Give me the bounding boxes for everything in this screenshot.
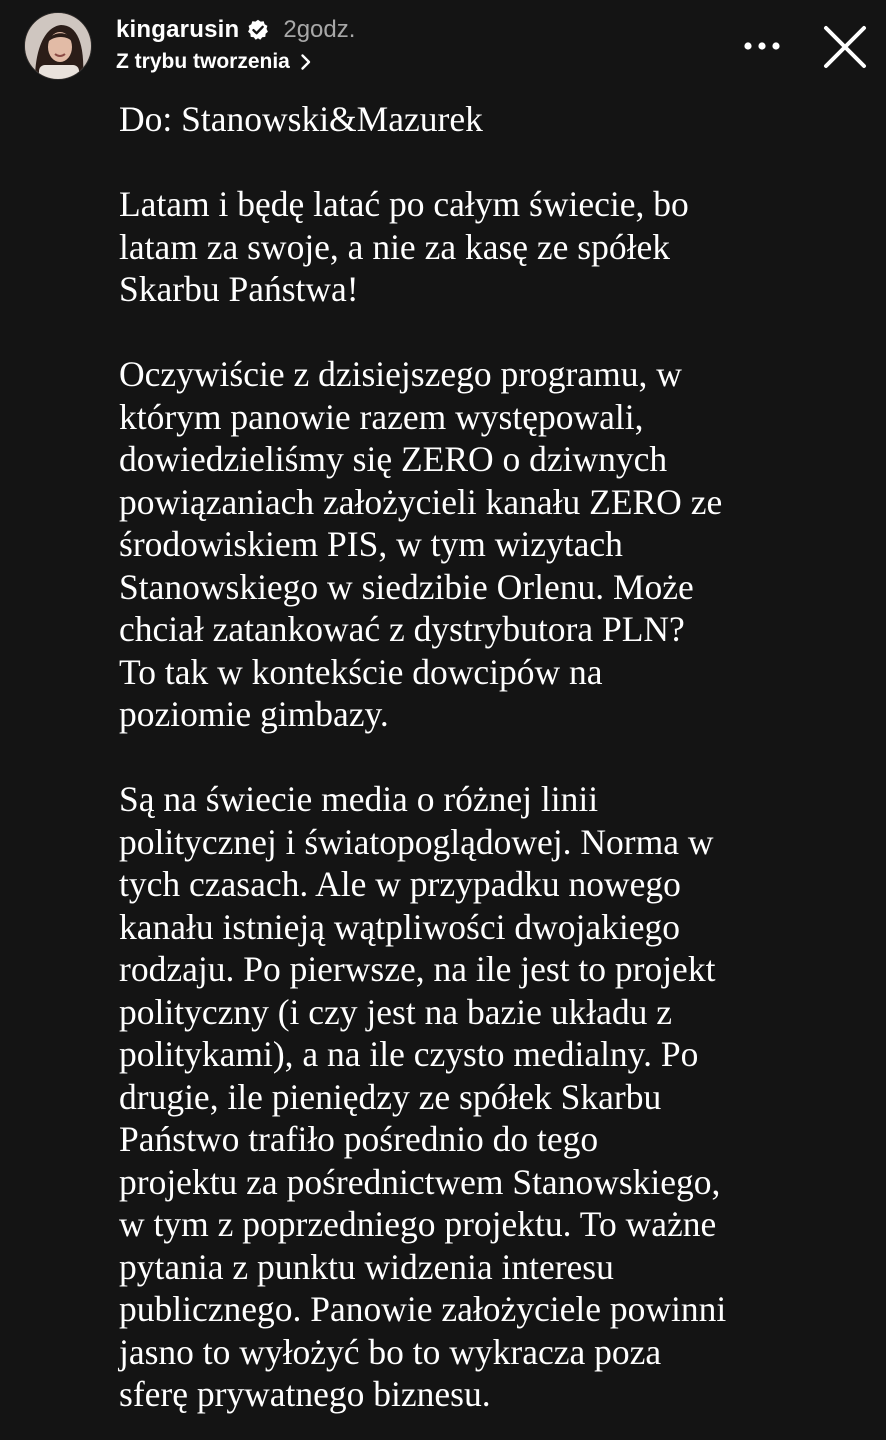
close-button[interactable] (818, 20, 872, 74)
paragraph-spacer (119, 141, 859, 184)
username-row (116, 12, 355, 48)
creation-mode-link[interactable] (116, 46, 312, 78)
story-paragraph-3: Są na świecie media o różnej linii politycznej i światopoglądowej. Norma w tych czasach. Ale w przypadku nowego kanału istnieją wątpliwości dwojakiego rodzaju. Po pierwsze, na ile jest to projekt polityczny (i czy jest na bazie układu z politykami), a na ile czysto medialny. Po drugie, ile pieniędzy ze spółek Skarbu Państwo trafiło pośrednio do tego projektu za pośrednictwem Stanowskiego, w tym z poprzedniego projektu. To ważne pytania z punktu widzenia interesu publicznego. Panowie założyciele powinni jasno to wyłożyć bo to wykracza poza sferę prywatnego biznesu. (119, 779, 727, 1414)
username[interactable]: kingarusin (116, 16, 240, 43)
verified-badge-icon (247, 19, 269, 41)
avatar[interactable] (24, 12, 92, 80)
more-options-icon (738, 28, 786, 64)
story-paragraph-1: Latam i będę latać po całym świecie, bo latam za swoje, a nie za kasę ze spółek Skarbu Państwa! (119, 184, 689, 309)
paragraph-spacer (119, 311, 859, 354)
paragraph-spacer (119, 736, 859, 779)
story-header (0, 0, 886, 96)
post-time: 2godz. (283, 16, 356, 43)
avatar-image (25, 13, 91, 79)
creation-mode-label: Z trybu tworzenia (116, 50, 290, 73)
chevron-right-icon (300, 53, 312, 71)
story-paragraph-2: Oczywiście z dzisiejszego programu, w którym panowie razem występowali, dowiedzieliśmy się ZERO o dziwnych powiązaniach założycieli kanału ZERO ze środowiskiem PIS, w tym wizytach Stanowskiego w siedzibie Orlenu. Może chciał zatankować z dystrybutora PLN? To tak w kontekście dowcipów na poziomie gimbazy. (119, 354, 723, 734)
story-addressee: Do: Stanowski&Mazurek (119, 99, 483, 139)
more-options-button[interactable] (738, 28, 786, 64)
close-icon (818, 20, 872, 74)
story-text (119, 98, 859, 1416)
